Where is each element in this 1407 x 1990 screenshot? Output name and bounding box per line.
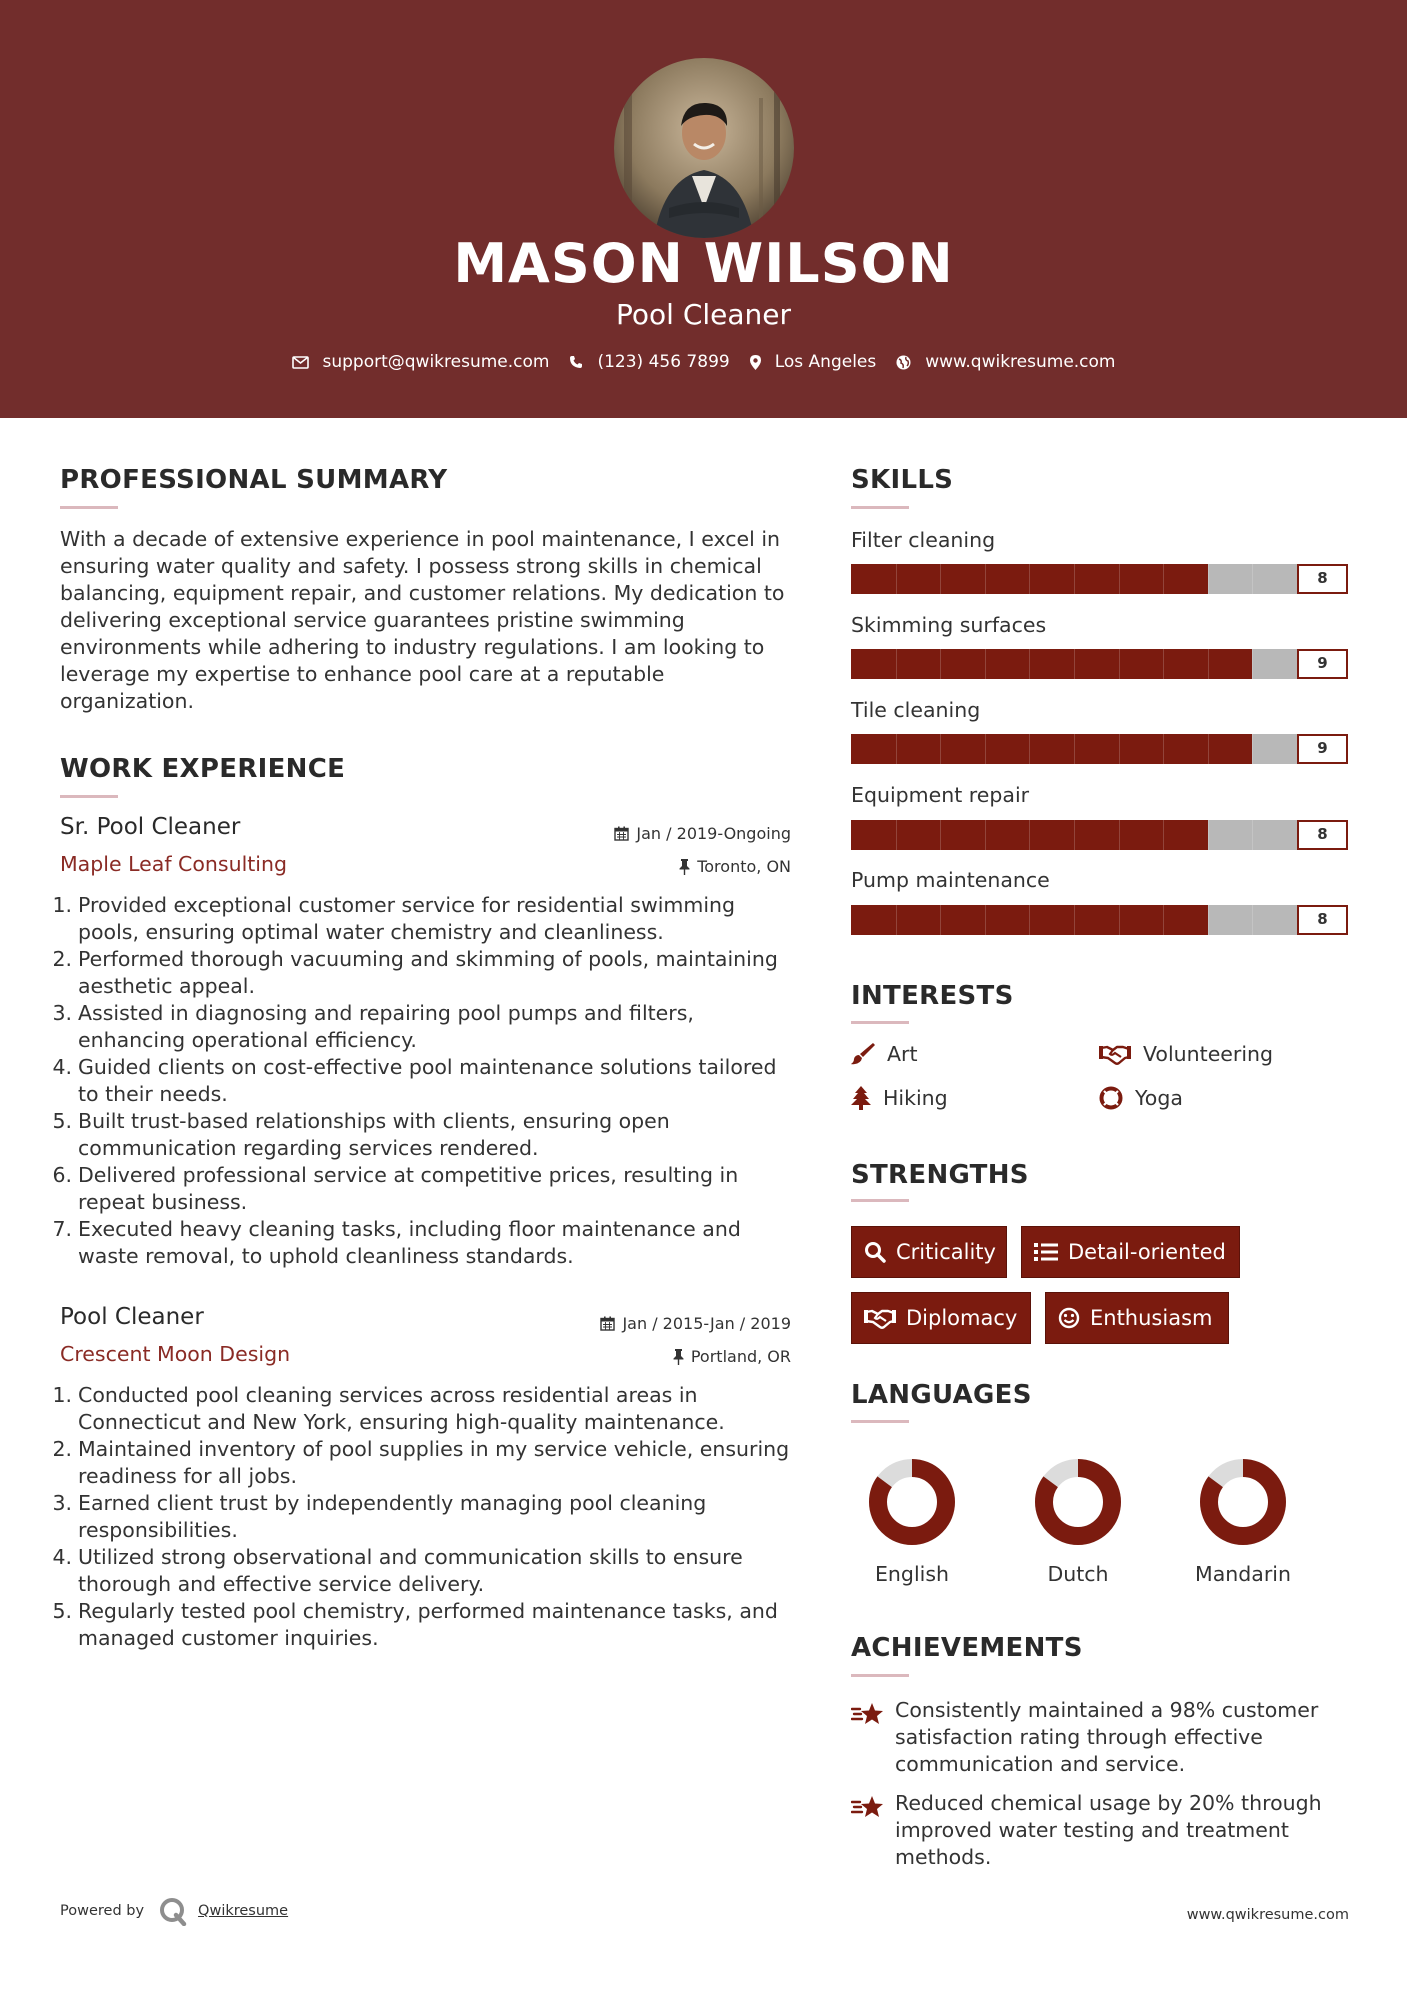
skill-segment-divider [1119,564,1120,594]
skill-score-3: 9 [1297,734,1348,764]
skill-label-3: Tile cleaning [851,698,981,722]
duty-item: 5. Built trust-based relationships with clients, ensuring open communication regarding services rendered. [52,1109,670,1160]
skill-segment-divider [1208,734,1209,764]
skill-segment-divider [1208,649,1209,679]
languages-rule [851,1420,909,1423]
strength-detail-oriented [1021,1226,1240,1278]
handshake-icon [864,1307,896,1329]
skill-fill-3 [851,734,1252,764]
interest-art-label: Art [887,1042,918,1066]
contact-email[interactable] [292,352,550,372]
strength-diplomacy [851,1292,1031,1344]
skill-segment-divider [1252,905,1253,935]
skill-segment-divider [985,820,986,850]
skill-segment-divider [1074,905,1075,935]
shooting-star-icon [851,1701,885,1727]
skill-segment-divider [940,649,941,679]
strength-enthusiasm [1045,1292,1229,1344]
company-2: Crescent Moon Design [60,1342,291,1366]
contact-website-text: www.qwikresume.com [925,352,1116,372]
duty-item: 2. Performed thorough vacuuming and skimming of pools, maintaining aesthetic appeal. [52,947,778,998]
skill-segment-divider [896,820,897,850]
skill-segment-divider [896,649,897,679]
skill-segment-divider [1252,649,1253,679]
footer-powered-by [60,1896,288,1926]
interest-yoga [1099,1086,1183,1110]
job-duties-1 [48,892,798,1270]
skill-segment-divider [1208,820,1209,850]
globe-icon [896,355,911,370]
skill-segment-divider [985,564,986,594]
skill-segment-divider [985,905,986,935]
interest-hiking [851,1086,948,1110]
strengths-rule [851,1199,909,1202]
search-icon [864,1241,886,1263]
skill-bar-1 [851,564,1297,594]
summary-heading: PROFESSIONAL SUMMARY [60,465,448,495]
achievement-text-1: Consistently maintained a 98% customer satisfaction rating through effective communication and service. [895,1698,1319,1776]
achievements-heading: ACHIEVEMENTS [851,1633,1083,1663]
handshake-icon [1099,1043,1131,1065]
interest-volunteering-label: Volunteering [1143,1042,1274,1066]
skill-segment-divider [985,734,986,764]
skill-segment-divider [1163,734,1164,764]
interest-art [851,1042,918,1066]
contact-location [750,352,877,372]
candidate-title: Pool Cleaner [615,298,792,331]
job-duties-2 [48,1382,798,1652]
interest-yoga-label: Yoga [1135,1086,1183,1110]
skill-segment-divider [1074,734,1075,764]
strength-diplomacy-label: Diplomacy [906,1306,1018,1330]
tree-icon [851,1086,871,1110]
skill-score-1: 8 [1297,564,1348,594]
contact-phone[interactable] [569,352,729,372]
duty-item: 5. Regularly tested pool chemistry, performed maintenance tasks, and managed customer inquiries. [52,1599,778,1650]
envelope-icon [292,356,309,369]
company-1: Maple Leaf Consulting [60,852,288,876]
language-english: English [874,1562,950,1586]
skill-bar-5 [851,905,1297,935]
skill-segment-divider [1119,734,1120,764]
duty-item: 4. Guided clients on cost-effective pool maintenance solutions tailored to their needs. [52,1055,777,1106]
skill-segment-divider [940,734,941,764]
skill-segment-divider [1208,905,1209,935]
strength-criticality [851,1226,1007,1278]
strength-detail-oriented-label: Detail-oriented [1068,1240,1226,1264]
skill-segment-divider [1252,564,1253,594]
language-mandarin: Mandarin [1195,1562,1291,1586]
interests-heading: INTERESTS [851,981,1014,1011]
duty-item: 4. Utilized strong observational and communication skills to ensure thorough and effective service delivery. [52,1545,743,1596]
summary-rule [60,506,118,509]
duty-item: 7. Executed heavy cleaning tasks, including floor maintenance and waste removal, to uphold cleanliness standards. [52,1217,741,1268]
skill-segment-divider [940,905,941,935]
job-location-2 [673,1347,791,1366]
language-dutch: Dutch [1047,1562,1109,1586]
job-dates-2 [600,1314,791,1333]
skill-score-2: 9 [1297,649,1348,679]
skill-segment-divider [940,820,941,850]
skill-segment-divider [896,734,897,764]
footer-powered-label: Powered by [60,1903,145,1919]
job-dates-text-1: Jan / 2019-Ongoing [636,824,791,843]
languages-heading: LANGUAGES [851,1380,1032,1410]
contact-website[interactable] [896,352,1115,372]
language-ring-mandarin [1199,1458,1287,1546]
achievements-rule [851,1674,909,1677]
skill-segment-divider [1029,734,1030,764]
job-location-1 [679,857,791,876]
skill-label-1: Filter cleaning [851,528,996,552]
pin-icon [673,1349,684,1365]
skills-rule [851,506,909,509]
interests-rule [851,1021,909,1024]
skill-segment-divider [1252,734,1253,764]
list-icon [1034,1242,1058,1262]
skill-segment-divider [1163,820,1164,850]
skill-bar-2 [851,649,1297,679]
job-dates-1 [614,824,791,843]
summary-text: With a decade of extensive experience in pool maintenance, I excel in ensuring water quality and safety. I possess strong skills in chemical balancing, equipment repair, and customer relations. My dedication to delivering exceptional service guarantees pristine swimming environments while adhering to industry regulations. I am looking to leverage my expertise to enhance pool care at a reputable organization. [60,527,785,713]
experience-heading: WORK EXPERIENCE [60,754,346,784]
language-ring-dutch [1034,1458,1122,1546]
skill-bar-4 [851,820,1297,850]
skill-segment-divider [1208,564,1209,594]
achievement-text-2: Reduced chemical usage by 20% through improved water testing and treatment methods. [895,1791,1322,1869]
smile-icon [1058,1307,1080,1329]
phone-icon [569,355,583,369]
strength-enthusiasm-label: Enthusiasm [1090,1306,1213,1330]
footer-brand-link[interactable]: Qwikresume [198,1903,289,1919]
skill-segment-divider [1074,649,1075,679]
skill-label-4: Equipment repair [851,783,1030,807]
duty-item: 6. Delivered professional service at competitive prices, resulting in repeat business. [52,1163,739,1214]
skill-segment-divider [896,905,897,935]
skill-segment-divider [985,649,986,679]
skill-segment-divider [1119,905,1120,935]
skill-segment-divider [940,564,941,594]
life-ring-icon [1099,1086,1123,1110]
duty-item: 3. Assisted in diagnosing and repairing pool pumps and filters, enhancing operational efficiency. [52,1001,694,1052]
duty-item: 1. Provided exceptional customer service for residential swimming pools, ensuring optimal water chemistry and cleanliness. [52,893,736,944]
interest-hiking-label: Hiking [883,1086,948,1110]
shooting-star-icon [851,1794,885,1820]
skill-segment-divider [1029,905,1030,935]
interest-volunteering [1099,1042,1273,1066]
contact-location-text: Los Angeles [774,352,877,372]
footer-website[interactable]: www.qwikresume.com [1186,1907,1349,1923]
candidate-name: MASON WILSON [453,232,954,295]
skill-segment-divider [1029,564,1030,594]
skill-segment-divider [896,564,897,594]
paintbrush-icon [851,1042,875,1066]
calendar-icon [614,826,629,841]
experience-rule [60,795,118,798]
job-dates-text-2: Jan / 2015-Jan / 2019 [622,1314,791,1333]
skill-score-4: 8 [1297,820,1348,850]
achievement-item-2 [851,1790,1351,1871]
contact-phone-text: (123) 456 7899 [597,352,730,372]
skill-label-5: Pump maintenance [851,868,1050,892]
skill-label-2: Skimming surfaces [851,613,1047,637]
job-title-2: Pool Cleaner [60,1304,204,1330]
skill-segment-divider [1252,820,1253,850]
skill-segment-divider [1119,649,1120,679]
language-ring-english [868,1458,956,1546]
skill-segment-divider [1163,564,1164,594]
job-location-text-2: Portland, OR [690,1347,791,1366]
skill-segment-divider [1163,905,1164,935]
calendar-icon [600,1316,615,1331]
duty-item: 3. Earned client trust by independently managing pool cleaning responsibilities. [52,1491,707,1542]
strength-criticality-label: Criticality [896,1240,996,1264]
skills-heading: SKILLS [851,465,954,495]
job-title-1: Sr. Pool Cleaner [60,814,241,840]
map-marker-icon [750,355,761,370]
strengths-heading: STRENGTHS [851,1160,1029,1190]
profile-photo [614,58,794,238]
job-location-text-1: Toronto, ON [697,857,791,876]
skill-score-5: 8 [1297,905,1348,935]
skill-segment-divider [1163,649,1164,679]
skill-segment-divider [1074,820,1075,850]
skill-segment-divider [1119,820,1120,850]
contact-email-text: support@qwikresume.com [322,352,550,372]
resume-header [0,0,1407,418]
skill-segment-divider [1074,564,1075,594]
skill-segment-divider [1029,649,1030,679]
pin-icon [679,859,690,875]
skill-bar-3 [851,734,1297,764]
duty-item: 2. Maintained inventory of pool supplies in my service vehicle, ensuring readiness for all jobs. [52,1437,790,1488]
qwikresume-logo-icon [158,1896,188,1926]
skill-fill-2 [851,649,1252,679]
skill-segment-divider [1029,820,1030,850]
duty-item: 1. Conducted pool cleaning services across residential areas in Connecticut and New York, ensuring high-quality maintenance. [52,1383,725,1434]
achievement-item-1 [851,1697,1351,1778]
contact-bar [0,352,1407,372]
